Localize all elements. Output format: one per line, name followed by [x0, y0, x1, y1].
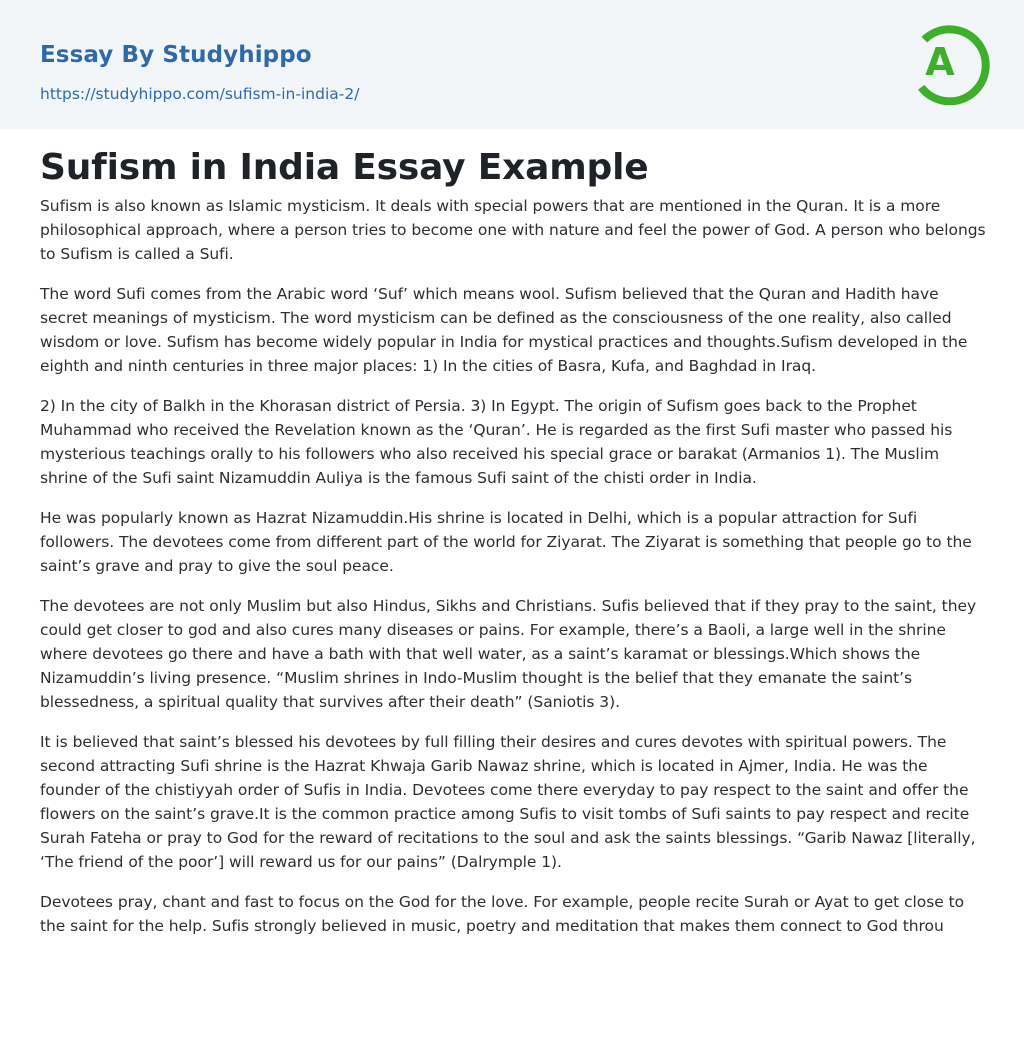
article-paragraph: Devotees pray, chant and fast to focus on the God for the love. For example, people recite Surah or Ayat to get close to the saint for the help. Sufis strongly believed in music, poetry and meditation that makes them connect to God throu: [40, 893, 965, 935]
brand-name[interactable]: Essay By Studyhippo: [40, 42, 312, 68]
article-paragraph: The word Sufi comes from the Arabic word ‘Suf’ which means wool. Sufism believed that the Quran and Hadith have secret meanings of mysticism. The word mysticism can be defined as the consciousness of the one reality, also called wisdom or love. Sufism has become widely popular in India for mystical practices and thoughts.Sufism developed in the eighth and ninth centuries in three major places: 1) In the cities of Basra, Kufa, and Baghdad in Iraq.: [40, 285, 968, 375]
article-paragraph: It is believed that saint’s blessed his devotees by full filling their desires and cures devotes with spiritual powers. The second attracting Sufi shrine is the Hazrat Khwaja Garib Nawaz shrine, which is located in Ajmer, India. He was the founder of the chistiyyah order of Sufis in India. Devotees come there everyday to pay respect to the saint and offer the flowers on the saint’s grave.It is the common practice among Sufis to visit tombs of Sufi saints to pay respect and recite Surah Fateha or pray to God for the reward of recitations to the soul and ask the saints blessings. “Garib Nawaz [literally, ‘The friend of the poor’] will reward us for our pains” (Dalrymple 1).: [40, 733, 976, 871]
article-paragraph: He was popularly known as Hazrat Nizamuddin.His shrine is located in Delhi, which is a popular attraction for Sufi followers. The devotees come from different part of the world for Ziyarat. The Ziyarat is something that people go to the saint’s grave and pray to give the soul peace.: [40, 509, 972, 575]
article-paragraph: 2) In the city of Balkh in the Khorasan district of Persia. 3) In Egypt. The origin of Sufism goes back to the Prophet Muhammad who received the Revelation known as the ‘Quran’. He is regarded as the first Sufi master who passed his mysterious teachings orally to his followers who also received his special grace or barakat (Armanios 1). The Muslim shrine of the Sufi saint Nizamuddin Auliya is the famous Sufi saint of the chisti order in India.: [40, 397, 953, 487]
article: [40, 143, 990, 954]
article-paragraph: The devotees are not only Muslim but also Hindus, Sikhs and Christians. Sufis believed that if they pray to the saint, they could get closer to god and also cures many diseases or pains. For example, there’s a Baoli, a large well in the shrine where devotees go there and have a bath with that well water, as a saint’s karamat or blessings.Which shows the Nizamuddin’s living presence. “Muslim shrines in Indo-Muslim thought is the belief that they emanate the saint’s blessedness, a spiritual quality that survives after their death” (Saniotis 3).: [40, 597, 977, 711]
article-title: Sufism in India Essay Example: [40, 147, 649, 188]
studyhippo-logo-icon[interactable]: [906, 19, 990, 105]
article-paragraph: Sufism is also known as Islamic mysticism. It deals with special powers that are mentioned in the Quran. It is a more philosophical approach, where a person tries to become one with nature and feel the power of God. A person who belongs to Sufism is called a Sufi.: [40, 197, 986, 263]
site-header: [0, 0, 1024, 129]
source-url-link[interactable]: https://studyhippo.com/sufism-in-india-2/: [40, 85, 360, 103]
logo-letter: A: [925, 40, 955, 84]
